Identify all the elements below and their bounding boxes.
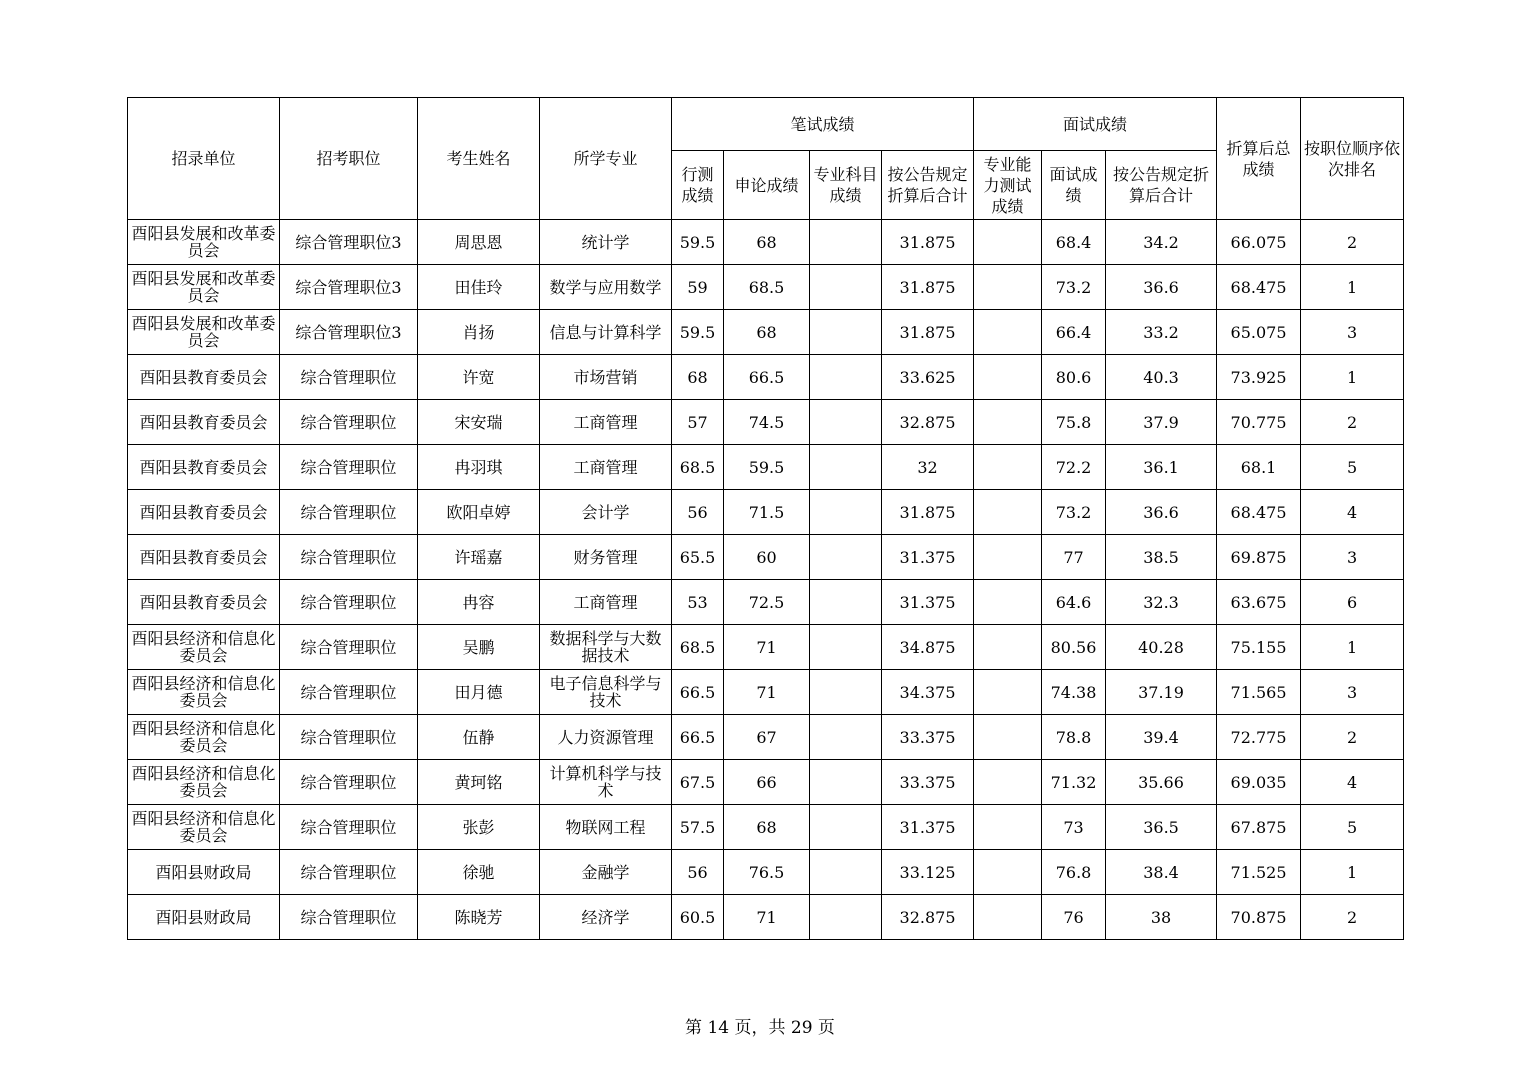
cell-ability [974, 670, 1042, 715]
cell-xingce: 57 [672, 400, 724, 445]
cell-rank: 4 [1301, 760, 1404, 805]
header-major: 所学专业 [540, 98, 672, 220]
cell-unit: 酉阳县教育委员会 [128, 400, 280, 445]
cell-unit: 酉阳县经济和信息化委员会 [128, 760, 280, 805]
cell-shenlun: 68 [724, 310, 810, 355]
cell-shenlun: 60 [724, 535, 810, 580]
cell-shenlun: 68.5 [724, 265, 810, 310]
cell-total: 75.155 [1217, 625, 1301, 670]
cell-ability [974, 400, 1042, 445]
cell-interview: 73.2 [1042, 265, 1106, 310]
cell-total: 69.875 [1217, 535, 1301, 580]
cell-position: 综合管理职位 [280, 625, 418, 670]
cell-xingce: 56 [672, 490, 724, 535]
cell-position: 综合管理职位 [280, 760, 418, 805]
cell-major: 工商管理 [540, 400, 672, 445]
cell-professional [810, 805, 882, 850]
cell-major: 会计学 [540, 490, 672, 535]
cell-ability [974, 265, 1042, 310]
table-row [128, 760, 1404, 805]
cell-unit: 酉阳县经济和信息化委员会 [128, 625, 280, 670]
header-position: 招考职位 [280, 98, 418, 220]
cell-interview-total: 36.1 [1106, 445, 1217, 490]
table-row [128, 445, 1404, 490]
cell-interview-total: 38 [1106, 895, 1217, 940]
cell-interview-total: 36.6 [1106, 490, 1217, 535]
cell-position: 综合管理职位 [280, 895, 418, 940]
cell-unit: 酉阳县教育委员会 [128, 580, 280, 625]
header-interview: 面试成绩 [1042, 151, 1106, 220]
cell-ability [974, 850, 1042, 895]
table-row [128, 895, 1404, 940]
cell-name: 吴鹏 [418, 625, 540, 670]
cell-unit: 酉阳县教育委员会 [128, 490, 280, 535]
cell-interview: 76.8 [1042, 850, 1106, 895]
cell-total: 69.035 [1217, 760, 1301, 805]
cell-rank: 3 [1301, 535, 1404, 580]
cell-position: 综合管理职位 [280, 490, 418, 535]
table-row [128, 535, 1404, 580]
cell-interview-total: 37.9 [1106, 400, 1217, 445]
cell-shenlun: 66.5 [724, 355, 810, 400]
header-unit: 招录单位 [128, 98, 280, 220]
cell-written-total: 32.875 [882, 895, 974, 940]
cell-interview-total: 40.28 [1106, 625, 1217, 670]
cell-xingce: 68.5 [672, 625, 724, 670]
cell-interview: 78.8 [1042, 715, 1106, 760]
header-ability: 专业能力测试成绩 [974, 151, 1042, 220]
cell-ability [974, 805, 1042, 850]
cell-major: 工商管理 [540, 445, 672, 490]
table-row [128, 355, 1404, 400]
cell-interview: 76 [1042, 895, 1106, 940]
cell-major: 经济学 [540, 895, 672, 940]
table-row [128, 490, 1404, 535]
cell-professional [810, 895, 882, 940]
cell-name: 冉羽琪 [418, 445, 540, 490]
cell-ability [974, 715, 1042, 760]
cell-ability [974, 490, 1042, 535]
cell-written-total: 32 [882, 445, 974, 490]
cell-total: 71.565 [1217, 670, 1301, 715]
score-table [127, 97, 1404, 940]
table-row [128, 400, 1404, 445]
cell-total: 72.775 [1217, 715, 1301, 760]
cell-position: 综合管理职位 [280, 670, 418, 715]
cell-unit: 酉阳县财政局 [128, 895, 280, 940]
cell-unit: 酉阳县发展和改革委员会 [128, 310, 280, 355]
cell-ability [974, 355, 1042, 400]
header-name: 考生姓名 [418, 98, 540, 220]
cell-interview: 80.6 [1042, 355, 1106, 400]
cell-written-total: 31.875 [882, 490, 974, 535]
table-body [128, 220, 1404, 940]
cell-written-total: 31.875 [882, 265, 974, 310]
cell-interview: 68.4 [1042, 220, 1106, 265]
table-row [128, 670, 1404, 715]
cell-professional [810, 535, 882, 580]
cell-total: 63.675 [1217, 580, 1301, 625]
cell-name: 欧阳卓婷 [418, 490, 540, 535]
table-row [128, 625, 1404, 670]
cell-interview-total: 36.6 [1106, 265, 1217, 310]
cell-interview: 73 [1042, 805, 1106, 850]
cell-position: 综合管理职位 [280, 535, 418, 580]
cell-interview: 80.56 [1042, 625, 1106, 670]
cell-ability [974, 760, 1042, 805]
cell-rank: 1 [1301, 625, 1404, 670]
cell-rank: 2 [1301, 400, 1404, 445]
cell-interview-total: 40.3 [1106, 355, 1217, 400]
cell-interview: 71.32 [1042, 760, 1106, 805]
cell-position: 综合管理职位 [280, 400, 418, 445]
cell-unit: 酉阳县发展和改革委员会 [128, 220, 280, 265]
cell-name: 肖扬 [418, 310, 540, 355]
cell-interview-total: 37.19 [1106, 670, 1217, 715]
cell-position: 综合管理职位 [280, 805, 418, 850]
cell-unit: 酉阳县财政局 [128, 850, 280, 895]
cell-written-total: 33.375 [882, 760, 974, 805]
header-rank: 按职位顺序依次排名 [1301, 98, 1404, 220]
cell-rank: 2 [1301, 715, 1404, 760]
header-interview-total: 按公告规定折算后合计 [1106, 151, 1217, 220]
cell-shenlun: 71 [724, 670, 810, 715]
cell-interview-total: 34.2 [1106, 220, 1217, 265]
cell-professional [810, 715, 882, 760]
header-shenlun: 申论成绩 [724, 151, 810, 220]
cell-interview: 73.2 [1042, 490, 1106, 535]
cell-shenlun: 71 [724, 895, 810, 940]
table-row [128, 580, 1404, 625]
cell-xingce: 60.5 [672, 895, 724, 940]
header-total: 折算后总成绩 [1217, 98, 1301, 220]
cell-xingce: 66.5 [672, 715, 724, 760]
cell-rank: 2 [1301, 220, 1404, 265]
cell-total: 66.075 [1217, 220, 1301, 265]
cell-ability [974, 535, 1042, 580]
cell-written-total: 31.375 [882, 580, 974, 625]
cell-interview-total: 39.4 [1106, 715, 1217, 760]
cell-total: 68.475 [1217, 265, 1301, 310]
cell-professional [810, 265, 882, 310]
cell-xingce: 67.5 [672, 760, 724, 805]
cell-professional [810, 760, 882, 805]
cell-shenlun: 71.5 [724, 490, 810, 535]
cell-xingce: 53 [672, 580, 724, 625]
cell-name: 伍静 [418, 715, 540, 760]
cell-interview: 64.6 [1042, 580, 1106, 625]
cell-major: 工商管理 [540, 580, 672, 625]
cell-professional [810, 310, 882, 355]
cell-written-total: 34.875 [882, 625, 974, 670]
cell-xingce: 59.5 [672, 310, 724, 355]
cell-unit: 酉阳县教育委员会 [128, 355, 280, 400]
cell-rank: 5 [1301, 445, 1404, 490]
cell-interview: 66.4 [1042, 310, 1106, 355]
table-row [128, 715, 1404, 760]
table-row [128, 310, 1404, 355]
cell-total: 70.875 [1217, 895, 1301, 940]
cell-major: 计算机科学与技术 [540, 760, 672, 805]
cell-ability [974, 625, 1042, 670]
cell-position: 综合管理职位 [280, 580, 418, 625]
cell-rank: 3 [1301, 310, 1404, 355]
cell-xingce: 59 [672, 265, 724, 310]
cell-professional [810, 220, 882, 265]
cell-professional [810, 850, 882, 895]
cell-written-total: 33.625 [882, 355, 974, 400]
cell-total: 71.525 [1217, 850, 1301, 895]
cell-name: 陈晓芳 [418, 895, 540, 940]
cell-professional [810, 355, 882, 400]
cell-professional [810, 490, 882, 535]
table-row [128, 805, 1404, 850]
cell-rank: 2 [1301, 895, 1404, 940]
cell-xingce: 68 [672, 355, 724, 400]
cell-unit: 酉阳县经济和信息化委员会 [128, 805, 280, 850]
cell-total: 68.475 [1217, 490, 1301, 535]
cell-shenlun: 72.5 [724, 580, 810, 625]
cell-ability [974, 310, 1042, 355]
cell-professional [810, 445, 882, 490]
cell-written-total: 32.875 [882, 400, 974, 445]
cell-written-total: 31.875 [882, 220, 974, 265]
cell-unit: 酉阳县发展和改革委员会 [128, 265, 280, 310]
cell-interview-total: 38.4 [1106, 850, 1217, 895]
table-row [128, 850, 1404, 895]
cell-interview-total: 32.3 [1106, 580, 1217, 625]
cell-position: 综合管理职位3 [280, 310, 418, 355]
cell-rank: 1 [1301, 355, 1404, 400]
cell-shenlun: 68 [724, 805, 810, 850]
cell-name: 田月德 [418, 670, 540, 715]
cell-shenlun: 67 [724, 715, 810, 760]
cell-position: 综合管理职位 [280, 850, 418, 895]
table-row [128, 265, 1404, 310]
cell-name: 冉容 [418, 580, 540, 625]
cell-interview: 75.8 [1042, 400, 1106, 445]
cell-position: 综合管理职位3 [280, 265, 418, 310]
cell-ability [974, 580, 1042, 625]
cell-shenlun: 68 [724, 220, 810, 265]
cell-xingce: 59.5 [672, 220, 724, 265]
header-professional: 专业科目成绩 [810, 151, 882, 220]
cell-professional [810, 400, 882, 445]
cell-written-total: 31.375 [882, 535, 974, 580]
table-header [128, 98, 1404, 220]
cell-interview-total: 38.5 [1106, 535, 1217, 580]
cell-shenlun: 66 [724, 760, 810, 805]
cell-major: 数学与应用数学 [540, 265, 672, 310]
cell-ability [974, 220, 1042, 265]
cell-interview-total: 35.66 [1106, 760, 1217, 805]
cell-xingce: 68.5 [672, 445, 724, 490]
cell-name: 张彭 [418, 805, 540, 850]
cell-major: 财务管理 [540, 535, 672, 580]
cell-xingce: 56 [672, 850, 724, 895]
cell-position: 综合管理职位 [280, 355, 418, 400]
cell-total: 67.875 [1217, 805, 1301, 850]
cell-name: 徐驰 [418, 850, 540, 895]
cell-position: 综合管理职位 [280, 715, 418, 760]
cell-rank: 1 [1301, 850, 1404, 895]
cell-position: 综合管理职位3 [280, 220, 418, 265]
cell-written-total: 33.125 [882, 850, 974, 895]
cell-interview-total: 36.5 [1106, 805, 1217, 850]
header-xingce: 行测成绩 [672, 151, 724, 220]
cell-total: 65.075 [1217, 310, 1301, 355]
cell-shenlun: 71 [724, 625, 810, 670]
cell-major: 统计学 [540, 220, 672, 265]
cell-ability [974, 445, 1042, 490]
page-number: 第 14 页，共 29 页 [685, 1018, 835, 1038]
cell-rank: 1 [1301, 265, 1404, 310]
cell-unit: 酉阳县经济和信息化委员会 [128, 715, 280, 760]
cell-major: 信息与计算科学 [540, 310, 672, 355]
cell-major: 数据科学与大数据技术 [540, 625, 672, 670]
cell-written-total: 31.875 [882, 310, 974, 355]
cell-interview: 77 [1042, 535, 1106, 580]
table-row [128, 220, 1404, 265]
cell-interview-total: 33.2 [1106, 310, 1217, 355]
header-written-total: 按公告规定折算后合计 [882, 151, 974, 220]
cell-major: 电子信息科学与技术 [540, 670, 672, 715]
cell-shenlun: 76.5 [724, 850, 810, 895]
cell-name: 宋安瑞 [418, 400, 540, 445]
cell-xingce: 57.5 [672, 805, 724, 850]
cell-written-total: 31.375 [882, 805, 974, 850]
cell-shenlun: 59.5 [724, 445, 810, 490]
cell-name: 许宽 [418, 355, 540, 400]
cell-written-total: 34.375 [882, 670, 974, 715]
cell-unit: 酉阳县教育委员会 [128, 445, 280, 490]
cell-professional [810, 580, 882, 625]
cell-rank: 5 [1301, 805, 1404, 850]
cell-major: 金融学 [540, 850, 672, 895]
cell-rank: 3 [1301, 670, 1404, 715]
cell-unit: 酉阳县经济和信息化委员会 [128, 670, 280, 715]
cell-xingce: 66.5 [672, 670, 724, 715]
cell-interview: 72.2 [1042, 445, 1106, 490]
cell-total: 68.1 [1217, 445, 1301, 490]
cell-professional [810, 625, 882, 670]
cell-name: 许瑶嘉 [418, 535, 540, 580]
cell-rank: 6 [1301, 580, 1404, 625]
cell-name: 黄珂铭 [418, 760, 540, 805]
cell-major: 物联网工程 [540, 805, 672, 850]
header-interview-group: 面试成绩 [974, 98, 1217, 151]
cell-name: 周思恩 [418, 220, 540, 265]
cell-position: 综合管理职位 [280, 445, 418, 490]
cell-major: 人力资源管理 [540, 715, 672, 760]
header-written-group: 笔试成绩 [672, 98, 974, 151]
cell-shenlun: 74.5 [724, 400, 810, 445]
cell-xingce: 65.5 [672, 535, 724, 580]
cell-interview: 74.38 [1042, 670, 1106, 715]
cell-professional [810, 670, 882, 715]
cell-unit: 酉阳县教育委员会 [128, 535, 280, 580]
cell-ability [974, 895, 1042, 940]
cell-major: 市场营销 [540, 355, 672, 400]
cell-rank: 4 [1301, 490, 1404, 535]
cell-total: 73.925 [1217, 355, 1301, 400]
cell-total: 70.775 [1217, 400, 1301, 445]
cell-written-total: 33.375 [882, 715, 974, 760]
cell-name: 田佳玲 [418, 265, 540, 310]
